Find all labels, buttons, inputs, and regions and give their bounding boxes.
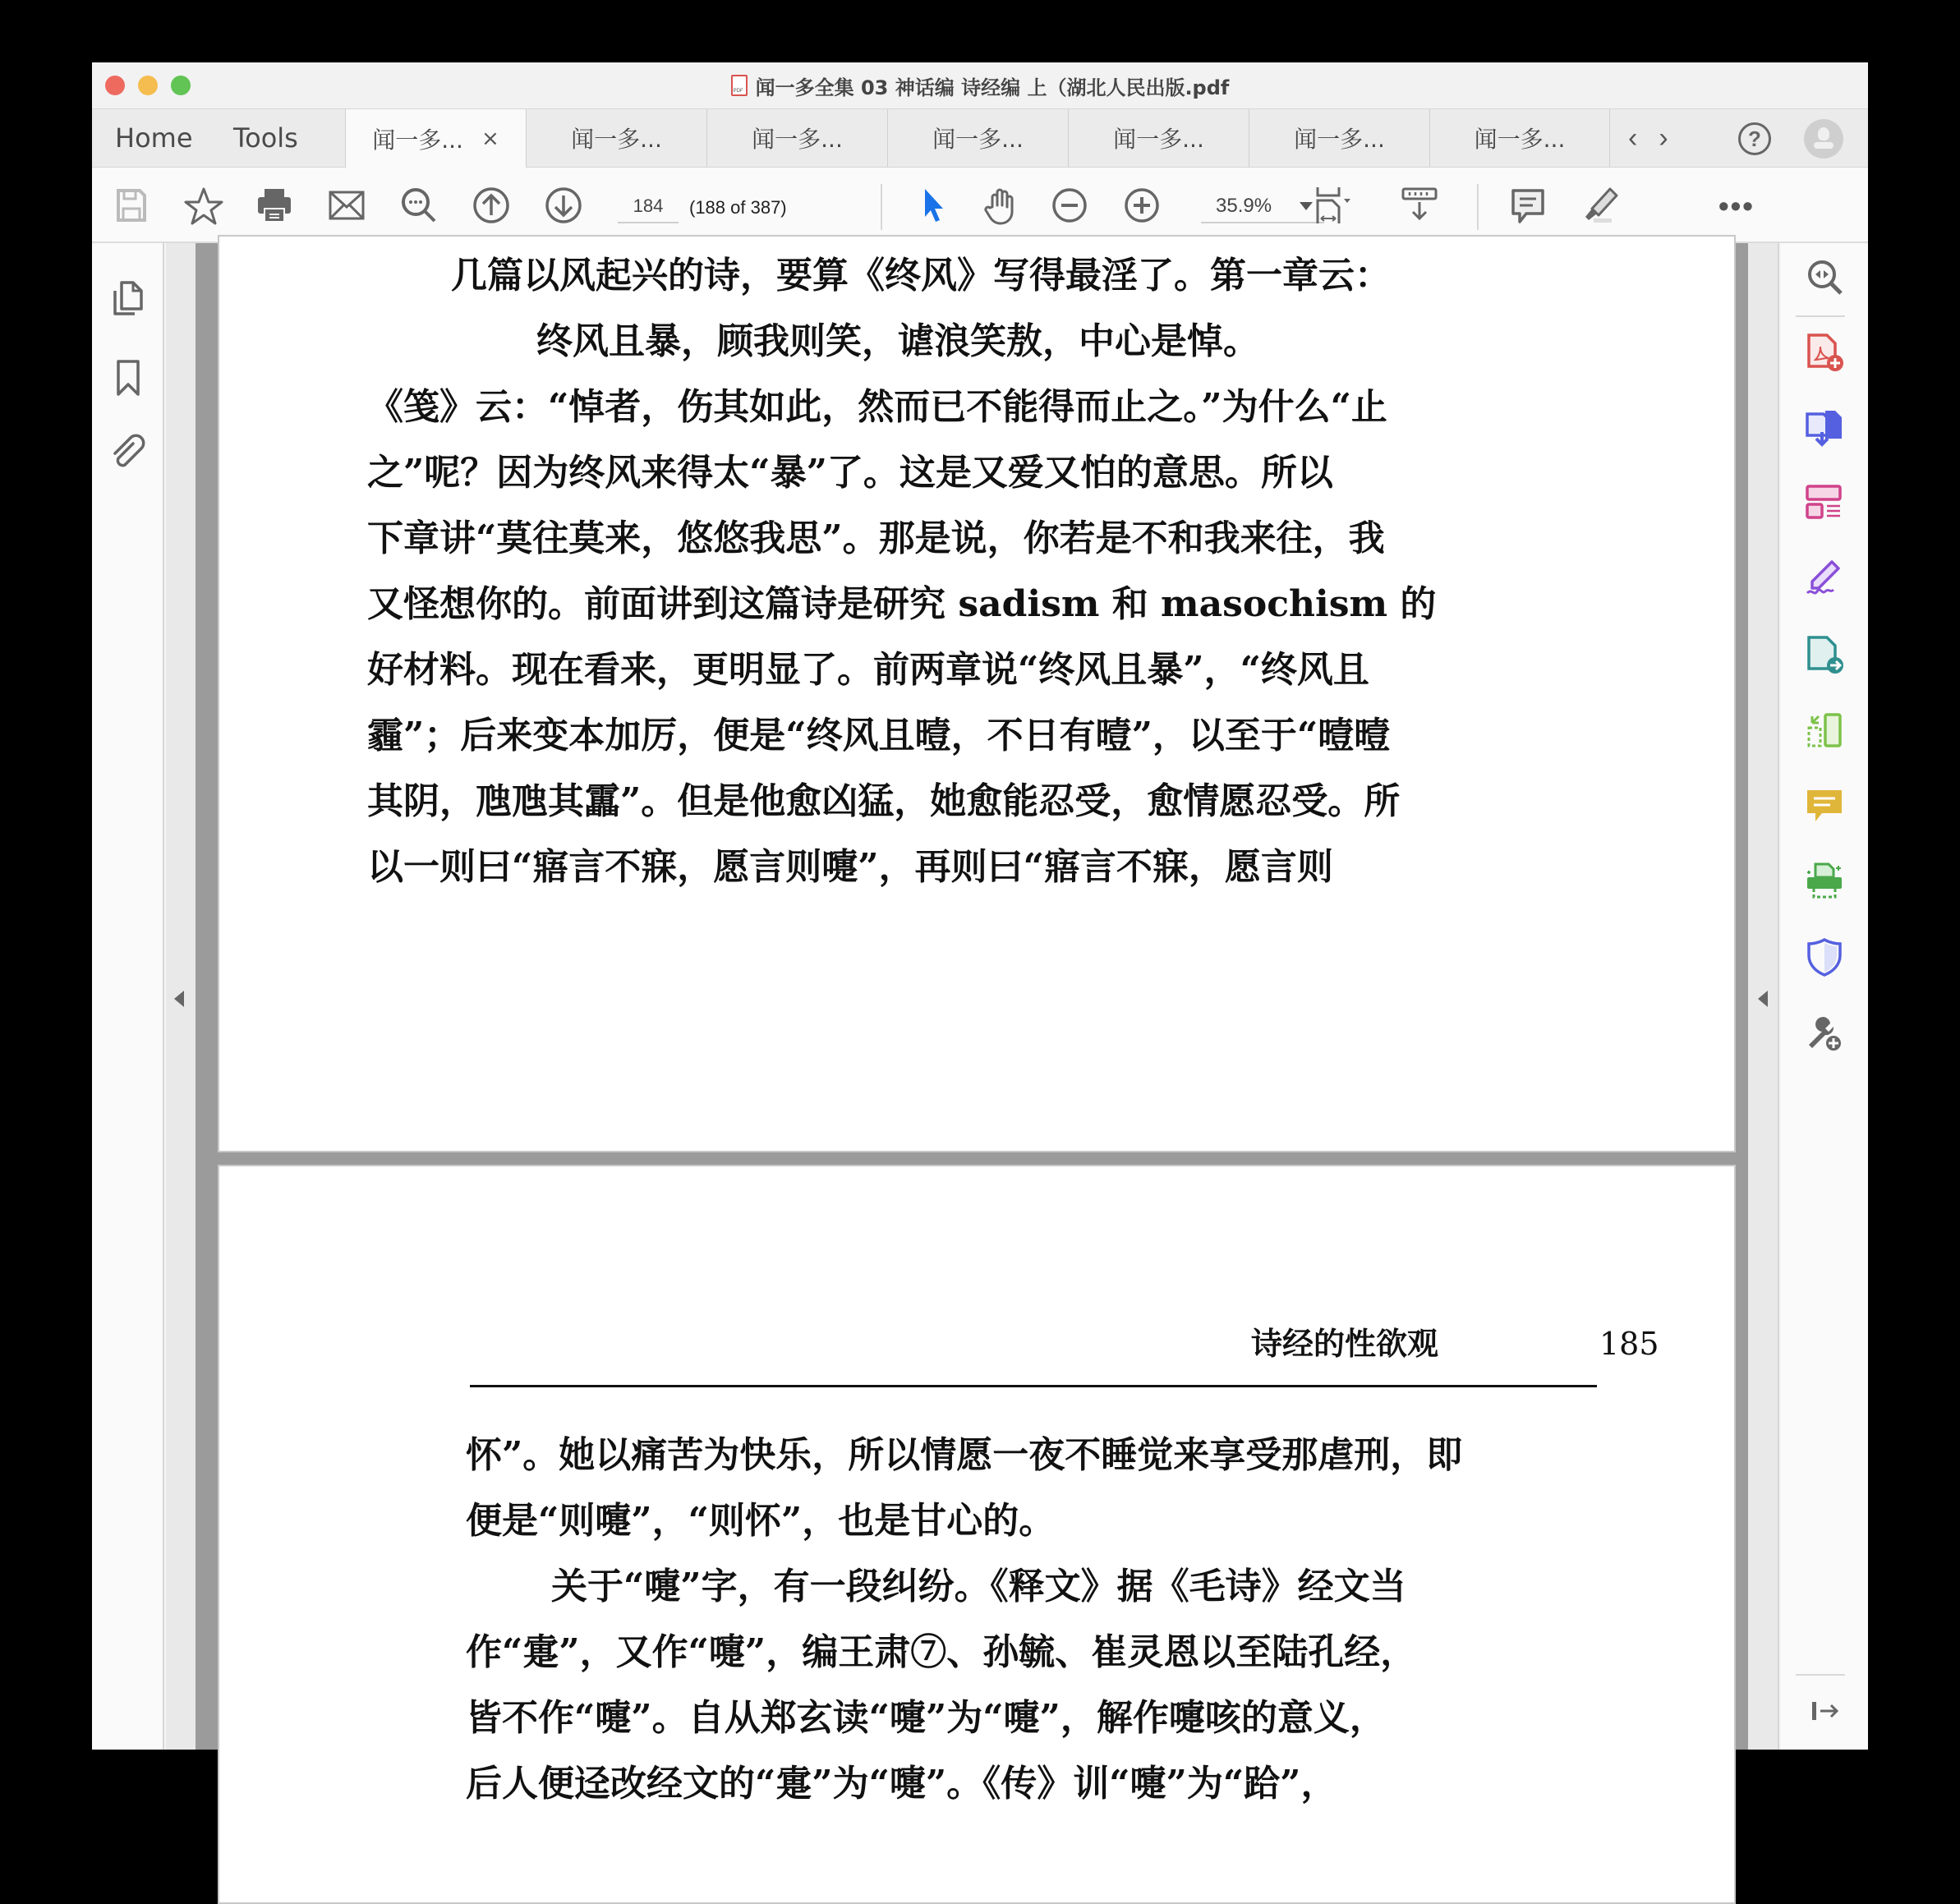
toolbar-divider: [1477, 184, 1479, 230]
bookmark-star-icon[interactable]: [184, 186, 223, 225]
page-down-icon[interactable]: [544, 186, 583, 225]
document-tab[interactable]: [1249, 109, 1429, 167]
text-line: 怀”。她以痛苦为快乐，所以情愿一夜不睡觉来享受那虐刑，即: [466, 1434, 1463, 1476]
select-cursor-icon[interactable]: [913, 186, 953, 225]
page-count-label: (188 of 387): [689, 197, 787, 218]
comment-tool-icon[interactable]: [1804, 785, 1845, 826]
zoom-level-value: 35.9%: [1216, 195, 1272, 217]
pdf-page-184: [218, 235, 1736, 1152]
tab-scroll-arrows: [1628, 109, 1668, 167]
next-tab-chevron-icon[interactable]: ›: [1659, 122, 1668, 154]
tab-label: 闻一多...: [1294, 126, 1385, 153]
acrobat-window: [92, 62, 1868, 1805]
home-tab[interactable]: Home: [115, 122, 193, 154]
organize-pages-icon[interactable]: [1804, 483, 1845, 524]
zoom-out-icon[interactable]: [1050, 186, 1089, 225]
header-rule: [470, 1385, 1597, 1387]
export-pdf-icon[interactable]: [1804, 407, 1845, 448]
page-number-input[interactable]: [618, 191, 679, 223]
text-line: 霾”；后来变本加厉，便是“终风且曀，不日有曀”，以至于“曀曀: [367, 715, 1391, 757]
toolbar-divider: [881, 184, 882, 230]
text-line: 以一则曰“寤言不寐，愿言则嚏”，再则曰“寤言不寐，愿言则: [367, 846, 1333, 888]
title-bar: [92, 62, 1868, 108]
text-line: 又怪想你的。前面讲到这篇诗是研究 sadism 和 masochism 的: [367, 583, 1437, 625]
hand-tool-icon[interactable]: [981, 186, 1020, 225]
left-navigation-pane: [92, 243, 164, 1750]
text-line: 便是“则嚏”，“则怀”，也是甘心的。: [466, 1500, 1056, 1542]
document-viewer[interactable]: [196, 243, 1748, 1805]
zoom-window-button[interactable]: [171, 76, 191, 95]
previous-tab-chevron-icon[interactable]: ‹: [1628, 122, 1638, 154]
text-line: 作“疐”，又作“嚏”，编王肃⑦、孙毓、崔灵恩以至陆孔经，: [466, 1631, 1417, 1673]
save-icon[interactable]: [112, 186, 151, 225]
attachments-icon[interactable]: [108, 434, 148, 473]
window-controls: [105, 76, 191, 95]
window-title: [731, 71, 1230, 100]
text-line: 皆不作“嚏”。自从郑玄读“嚏”为“嚏”，解作嚏咳的意义，: [466, 1697, 1386, 1739]
tools-tab[interactable]: Tools: [233, 122, 298, 154]
zoom-level-dropdown[interactable]: [1201, 191, 1324, 223]
page-number: 185: [1599, 1326, 1659, 1362]
text-line: 几篇以风起兴的诗，要算《终风》写得最淫了。第一章云：: [451, 255, 1391, 297]
highlight-pen-icon[interactable]: [1580, 186, 1620, 225]
more-tools-icon[interactable]: [1804, 1012, 1845, 1053]
pdf-file-icon: [731, 75, 748, 96]
right-pane-gutter: [1748, 243, 1779, 1750]
running-header: 诗经的性欲观: [1251, 1325, 1439, 1362]
print-production-icon[interactable]: [1804, 861, 1845, 902]
text-line: 《笺》云：“悼者，伤其如此，然而已不能得而止之。”为什么“止: [367, 386, 1387, 428]
close-window-button[interactable]: [105, 76, 125, 95]
page-thumbnails-icon[interactable]: [108, 279, 148, 319]
document-tab[interactable]: [706, 109, 887, 167]
tab-label: 闻一多...: [932, 126, 1024, 153]
pdf-page-185: [218, 1165, 1736, 1904]
window-title-text: 闻一多全集 03 神话编 诗经编 上（湖北人民出版.pdf: [755, 76, 1230, 99]
compress-pdf-icon[interactable]: [1804, 710, 1845, 751]
document-tab[interactable]: [1429, 109, 1610, 167]
text-line: 其阴，虺虺其靁”。但是他愈凶猛，她愈能忍受，愈情愿忍受。所: [367, 780, 1401, 822]
collapse-left-pane-icon[interactable]: [174, 991, 184, 1007]
enhance-scans-icon[interactable]: [1804, 256, 1845, 297]
text-line: 下章讲“莫往莫来，悠悠我思”。那是说，你若是不和我来往，我: [367, 517, 1385, 559]
collapse-panel-icon[interactable]: [1804, 1690, 1845, 1732]
tab-label: 闻一多...: [1474, 126, 1566, 153]
bookmarks-icon[interactable]: [108, 358, 148, 398]
tab-label: 闻一多...: [752, 126, 843, 153]
comment-icon[interactable]: [1508, 186, 1548, 225]
protect-icon[interactable]: [1804, 936, 1845, 977]
text-line: 关于“嚏”字，有一段纠纷。《释文》据《毛诗》经文当: [551, 1566, 1406, 1607]
document-tab[interactable]: [1068, 109, 1249, 167]
page-up-icon[interactable]: [472, 186, 511, 225]
send-for-review-icon[interactable]: [1804, 634, 1845, 675]
create-pdf-icon[interactable]: [1804, 332, 1845, 373]
email-icon[interactable]: [327, 186, 366, 225]
document-tab[interactable]: [887, 109, 1068, 167]
text-line: 之”呢？因为终风来得太“暴”了。这是又爱又怕的意思。所以: [367, 452, 1333, 494]
tab-label: 闻一多...: [372, 126, 463, 154]
main-toolbar: [92, 168, 1868, 243]
verse-line: 终风且暴，顾我则笑，谑浪笑敖，中心是悼。: [536, 320, 1259, 362]
zoom-in-icon[interactable]: [1122, 186, 1162, 225]
tools-divider: [1796, 315, 1845, 317]
fit-page-icon[interactable]: [1313, 186, 1352, 225]
print-icon[interactable]: [255, 186, 294, 225]
find-icon[interactable]: [399, 186, 439, 225]
scroll-mode-icon[interactable]: [1400, 186, 1439, 225]
document-tab-active[interactable]: [345, 109, 526, 168]
document-tab[interactable]: [526, 109, 706, 167]
tab-label: 闻一多...: [1113, 126, 1204, 153]
chevron-down-icon: [1300, 202, 1313, 210]
close-tab-icon[interactable]: ×: [481, 126, 499, 151]
tools-pane: [1781, 243, 1868, 1750]
tools-divider: [1796, 1674, 1845, 1676]
fill-sign-icon[interactable]: [1804, 559, 1845, 600]
text-line: 好材料。现在看来，更明显了。前两章说“终风且暴”，“终风且: [367, 649, 1369, 691]
collapse-right-pane-icon[interactable]: [1758, 991, 1768, 1007]
tab-label: 闻一多...: [571, 126, 662, 153]
tab-strip: [92, 108, 1868, 168]
minimize-window-button[interactable]: [138, 76, 158, 95]
user-avatar-icon[interactable]: [1804, 119, 1843, 159]
help-icon[interactable]: ?: [1738, 122, 1771, 155]
more-options-icon[interactable]: •••: [1718, 189, 1755, 223]
text-line: 后人便迳改经文的“疐”为“嚏”。《传》训“嚏”为“跲”，: [466, 1763, 1337, 1805]
